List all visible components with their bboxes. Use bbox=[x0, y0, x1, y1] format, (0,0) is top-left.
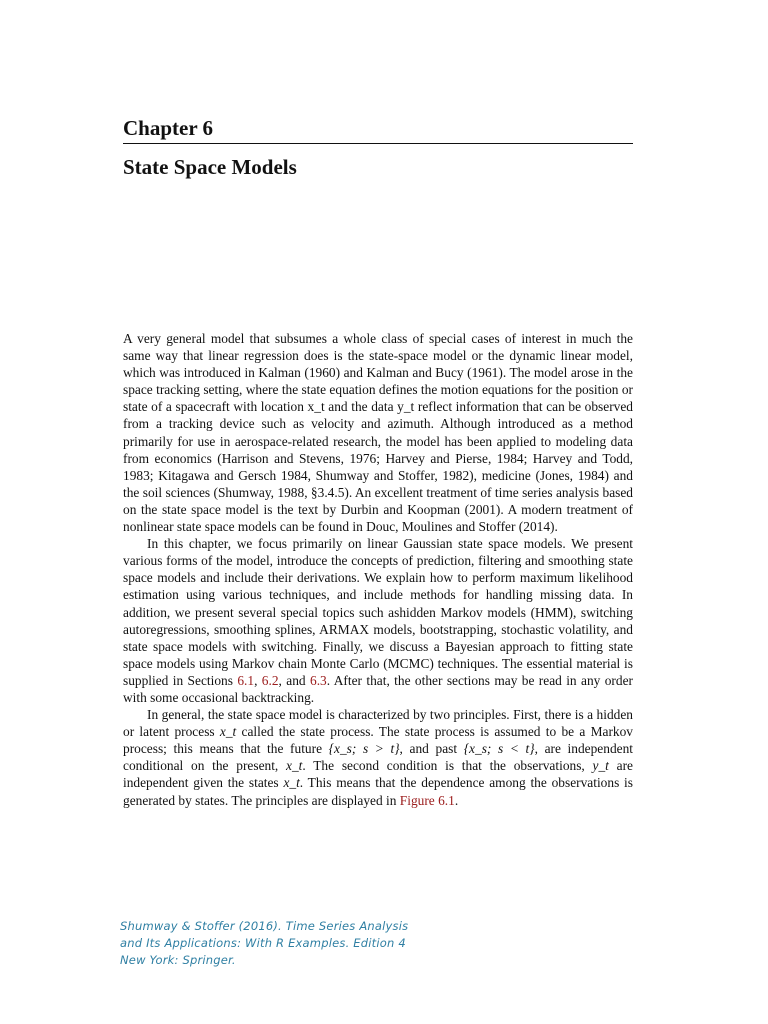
principles-text: . This means that the dependence among the observations is generated by states. The principles are displayed in bbox=[123, 775, 633, 808]
chapter-rule bbox=[123, 143, 633, 144]
math-future-set: {x_s; s > t} bbox=[328, 741, 400, 757]
handwritten-citation-note bbox=[120, 918, 440, 969]
paragraph-chapter-focus-text: In this chapter, we focus primarily on linear Gaussian state space models. We present various forms of the model, introduce the concepts of prediction, filtering and smoothing state space models and include their derivations. We explain how to perform maximum likelihood estimation using various techniques, and include methods for handling missing data. In addition, we present several special topics such ashidden Markov models (HMM), switching autoregressions, smoothing splines, ARMAX models, bootstrapping, stochastic volatility, and state space models with switching. Finally, we discuss a Bayesian approach to fitting state space models using Markov chain Monte Carlo (MCMC) techniques. The essential material is supplied in Sections bbox=[123, 536, 633, 688]
principles-end: . bbox=[454, 792, 459, 808]
paragraph-chapter-focus bbox=[123, 535, 633, 706]
citation-line-1: Shumway & Stoffer (2016). Time Series Analysis bbox=[120, 919, 409, 933]
section-6-2-link[interactable]: 6.2 bbox=[261, 672, 279, 688]
figure-6-1-link[interactable]: Figure 6.1 bbox=[399, 792, 455, 808]
paragraph-intro: A very general model that subsumes a whole class of special cases of interest in much the same way that linear regression does is the state-space model or the dynamic linear model, which was introduced in Kalman (1960) and Kalman and Bucy (1961). The model arose in the space tracking setting, where the state equation defines the motion equations for the position or state of a spacecraft with location x_t and the data y_t reflect information that can be observed from a tracking device such as velocity and azimuth. Although introduced as a method primarily for use in aerospace-related research, the model has been applied to modeling data from economics (Harrison and Stevens, 1976; Harvey and Pierse, 1984; Harvey and Todd, 1983; Kitagawa and Gersch 1984, Shumway and Stoffer, 1982), medicine (Jones, 1984) and the soil sciences (Shumway, 1988, §3.4.5). An excellent treatment of time series analysis based on the state space model is the text by Durbin and Koopman (2001). A modern treatment of nonlinear state space models can be found in Douc, Moulines and Stoffer (2014). bbox=[123, 331, 633, 535]
separator-text: , bbox=[254, 672, 262, 688]
principles-text: called the state process. The state process is assumed to be a Markov process; this means that the future bbox=[123, 724, 633, 757]
section-6-1-link[interactable]: 6.1 bbox=[237, 672, 255, 688]
principles-text: are independent given the states bbox=[123, 758, 633, 791]
citation-line-3: New York: Springer. bbox=[120, 953, 236, 967]
principles-text: , are independent conditional on the present, bbox=[123, 741, 633, 774]
principles-text: In general, the state space model is characterized by two principles. First, there is a hidden or latent process bbox=[123, 707, 633, 740]
paragraph-chapter-focus-tail: . After that, the other sections may be read in any order with some occasional backtracking. bbox=[123, 672, 633, 705]
body-text bbox=[123, 330, 633, 809]
principles-text: . The second condition is that the observations, bbox=[302, 758, 593, 774]
citation-line-2: and Its Applications: With R Examples. Edition 4 bbox=[120, 936, 406, 950]
separator-text: , and bbox=[278, 672, 310, 688]
principles-text: , and past bbox=[399, 741, 464, 757]
math-past-set: {x_s; s < t} bbox=[463, 741, 535, 757]
section-6-3-link[interactable]: 6.3 bbox=[310, 672, 327, 688]
chapter-title: State Space Models bbox=[123, 155, 297, 179]
chapter-label: Chapter 6 bbox=[123, 116, 214, 140]
math-states: x_t bbox=[283, 775, 300, 791]
math-present: x_t bbox=[286, 758, 303, 774]
paragraph-principles bbox=[123, 706, 633, 809]
math-x-t: x_t bbox=[219, 724, 237, 740]
math-y-t: y_t bbox=[592, 758, 609, 774]
